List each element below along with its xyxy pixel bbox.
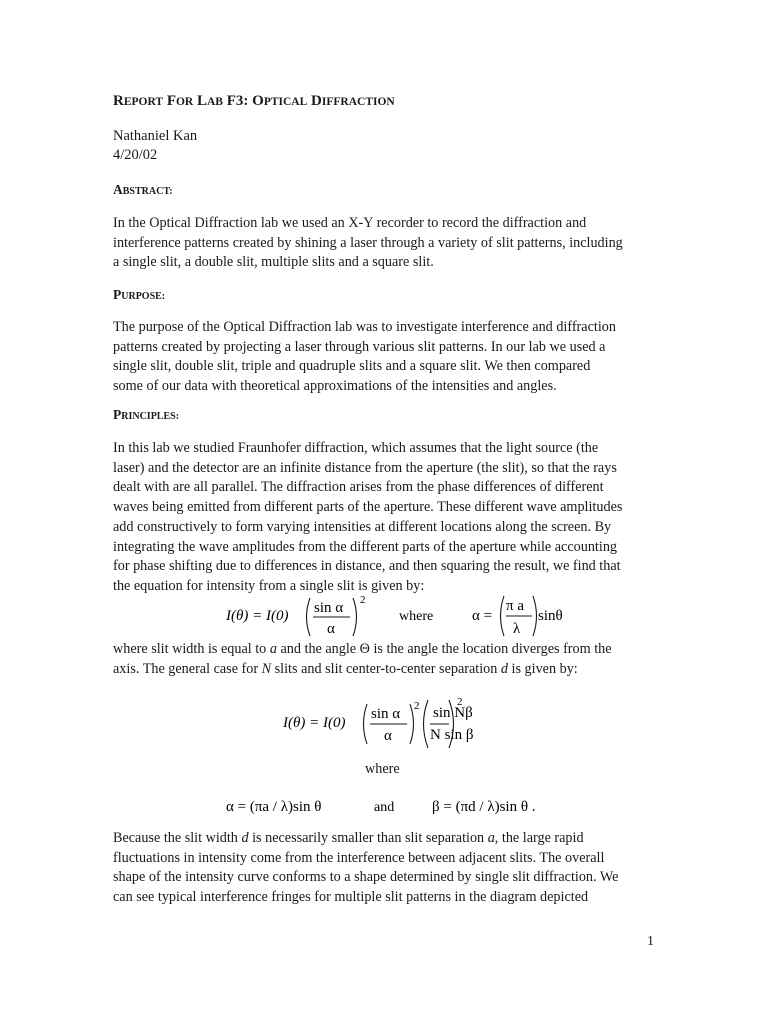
eq3-and: and [374,800,395,815]
report-title: REPORT FOR LAB F3: OPTICAL DIFFRACTION [113,93,395,109]
principles-closing: Because the slit width d is necessarily smaller than slit separation a, the large rapid fluctuations in intensity come from the interference between adjacent slits. The overall shape of the intensity curve conforms to a shape determined by single slit diffraction. We can see typical interference fringes for multiple slit patterns in the diagram depicted [113,830,619,906]
where-label: where [365,761,400,777]
principles-heading: PRINCIPLES: [113,407,180,422]
eq2-lhs: I(θ) = I(0) [283,715,346,731]
report-date: 4/20/02 [113,147,158,163]
eq1-where: where [399,609,434,624]
eq1-lhs: I(θ) = I(0) [226,608,289,624]
eq2-denominator-1: α [384,728,392,744]
principles-continued: where slit width is equal to a and the angle Θ is the angle the location diverges from the axis. The general case for N slits and slit center-to-center separation d is given by: [113,641,612,677]
eq2-denominator-2: N sin β [430,727,474,743]
eq1-alpha-lhs: α = [472,608,493,624]
n-slit-equation-graphic [283,695,483,751]
page-number: 1 [647,934,654,949]
eq1-numerator: sin α [314,600,344,616]
single-slit-equation [226,590,566,642]
purpose-heading: PURPOSE: [113,287,166,302]
eq2-numerator-2: sin Nβ [433,705,473,721]
abstract-heading: ABSTRACT: [113,182,173,197]
eq2-numerator-1: sin α [371,706,401,722]
eq1-denominator: α [327,621,335,637]
eq3-alpha: α = (πa / λ)sin θ [226,799,322,815]
eq1-alpha-tail: sinθ [538,608,563,624]
eq1-exponent: 2 [360,594,366,606]
eq3-beta: β = (πd / λ)sin θ . [432,799,536,815]
author-name: Nathaniel Kan [113,128,198,144]
alpha-beta-definitions [226,794,556,818]
principles-paragraph: In this lab we studied Fraunhofer diffraction, which assumes that the light source (the laser) and the detector are an infinite distance from the aperture (the slit), so that the rays dealt with are all parallel. The diffraction arises from the phase differences of different waves being emitted from different parts of the aperture. These different wave amplitudes add constructively to form varying intensities at different locations along the screen. By integrating the wave amplitudes from the different parts of the aperture while accounting for phase shifting due to differences in distance, and then squaring the result, we find that the equation for intensity from a single slit is given by: [113,440,623,594]
single-slit-equation-graphic [226,590,566,642]
eq2-exponent-1: 2 [414,700,420,712]
author-block [113,127,197,165]
n-slit-equation [283,695,483,751]
eq1-alpha-numerator: π a [506,598,524,614]
alpha-beta-graphic [226,794,556,818]
eq1-alpha-denominator: λ [513,621,521,637]
eq2-exponent-2: 2 [457,696,463,708]
purpose-paragraph: The purpose of the Optical Diffraction lab was to investigate interference and diffraction patterns created by projecting a laser through various slit patterns. In our lab we used a single slit, double slit, triple and quadruple slits and a square slit. We then compared some of our data with theoretical approximations of the intensities and angles. [113,319,616,395]
abstract-paragraph: In the Optical Diffraction lab we used an X-Y recorder to record the diffraction and interference patterns created by shining a laser through a variety of slit patterns, including a single slit, a double slit, multiple slits and a square slit. [113,215,623,271]
